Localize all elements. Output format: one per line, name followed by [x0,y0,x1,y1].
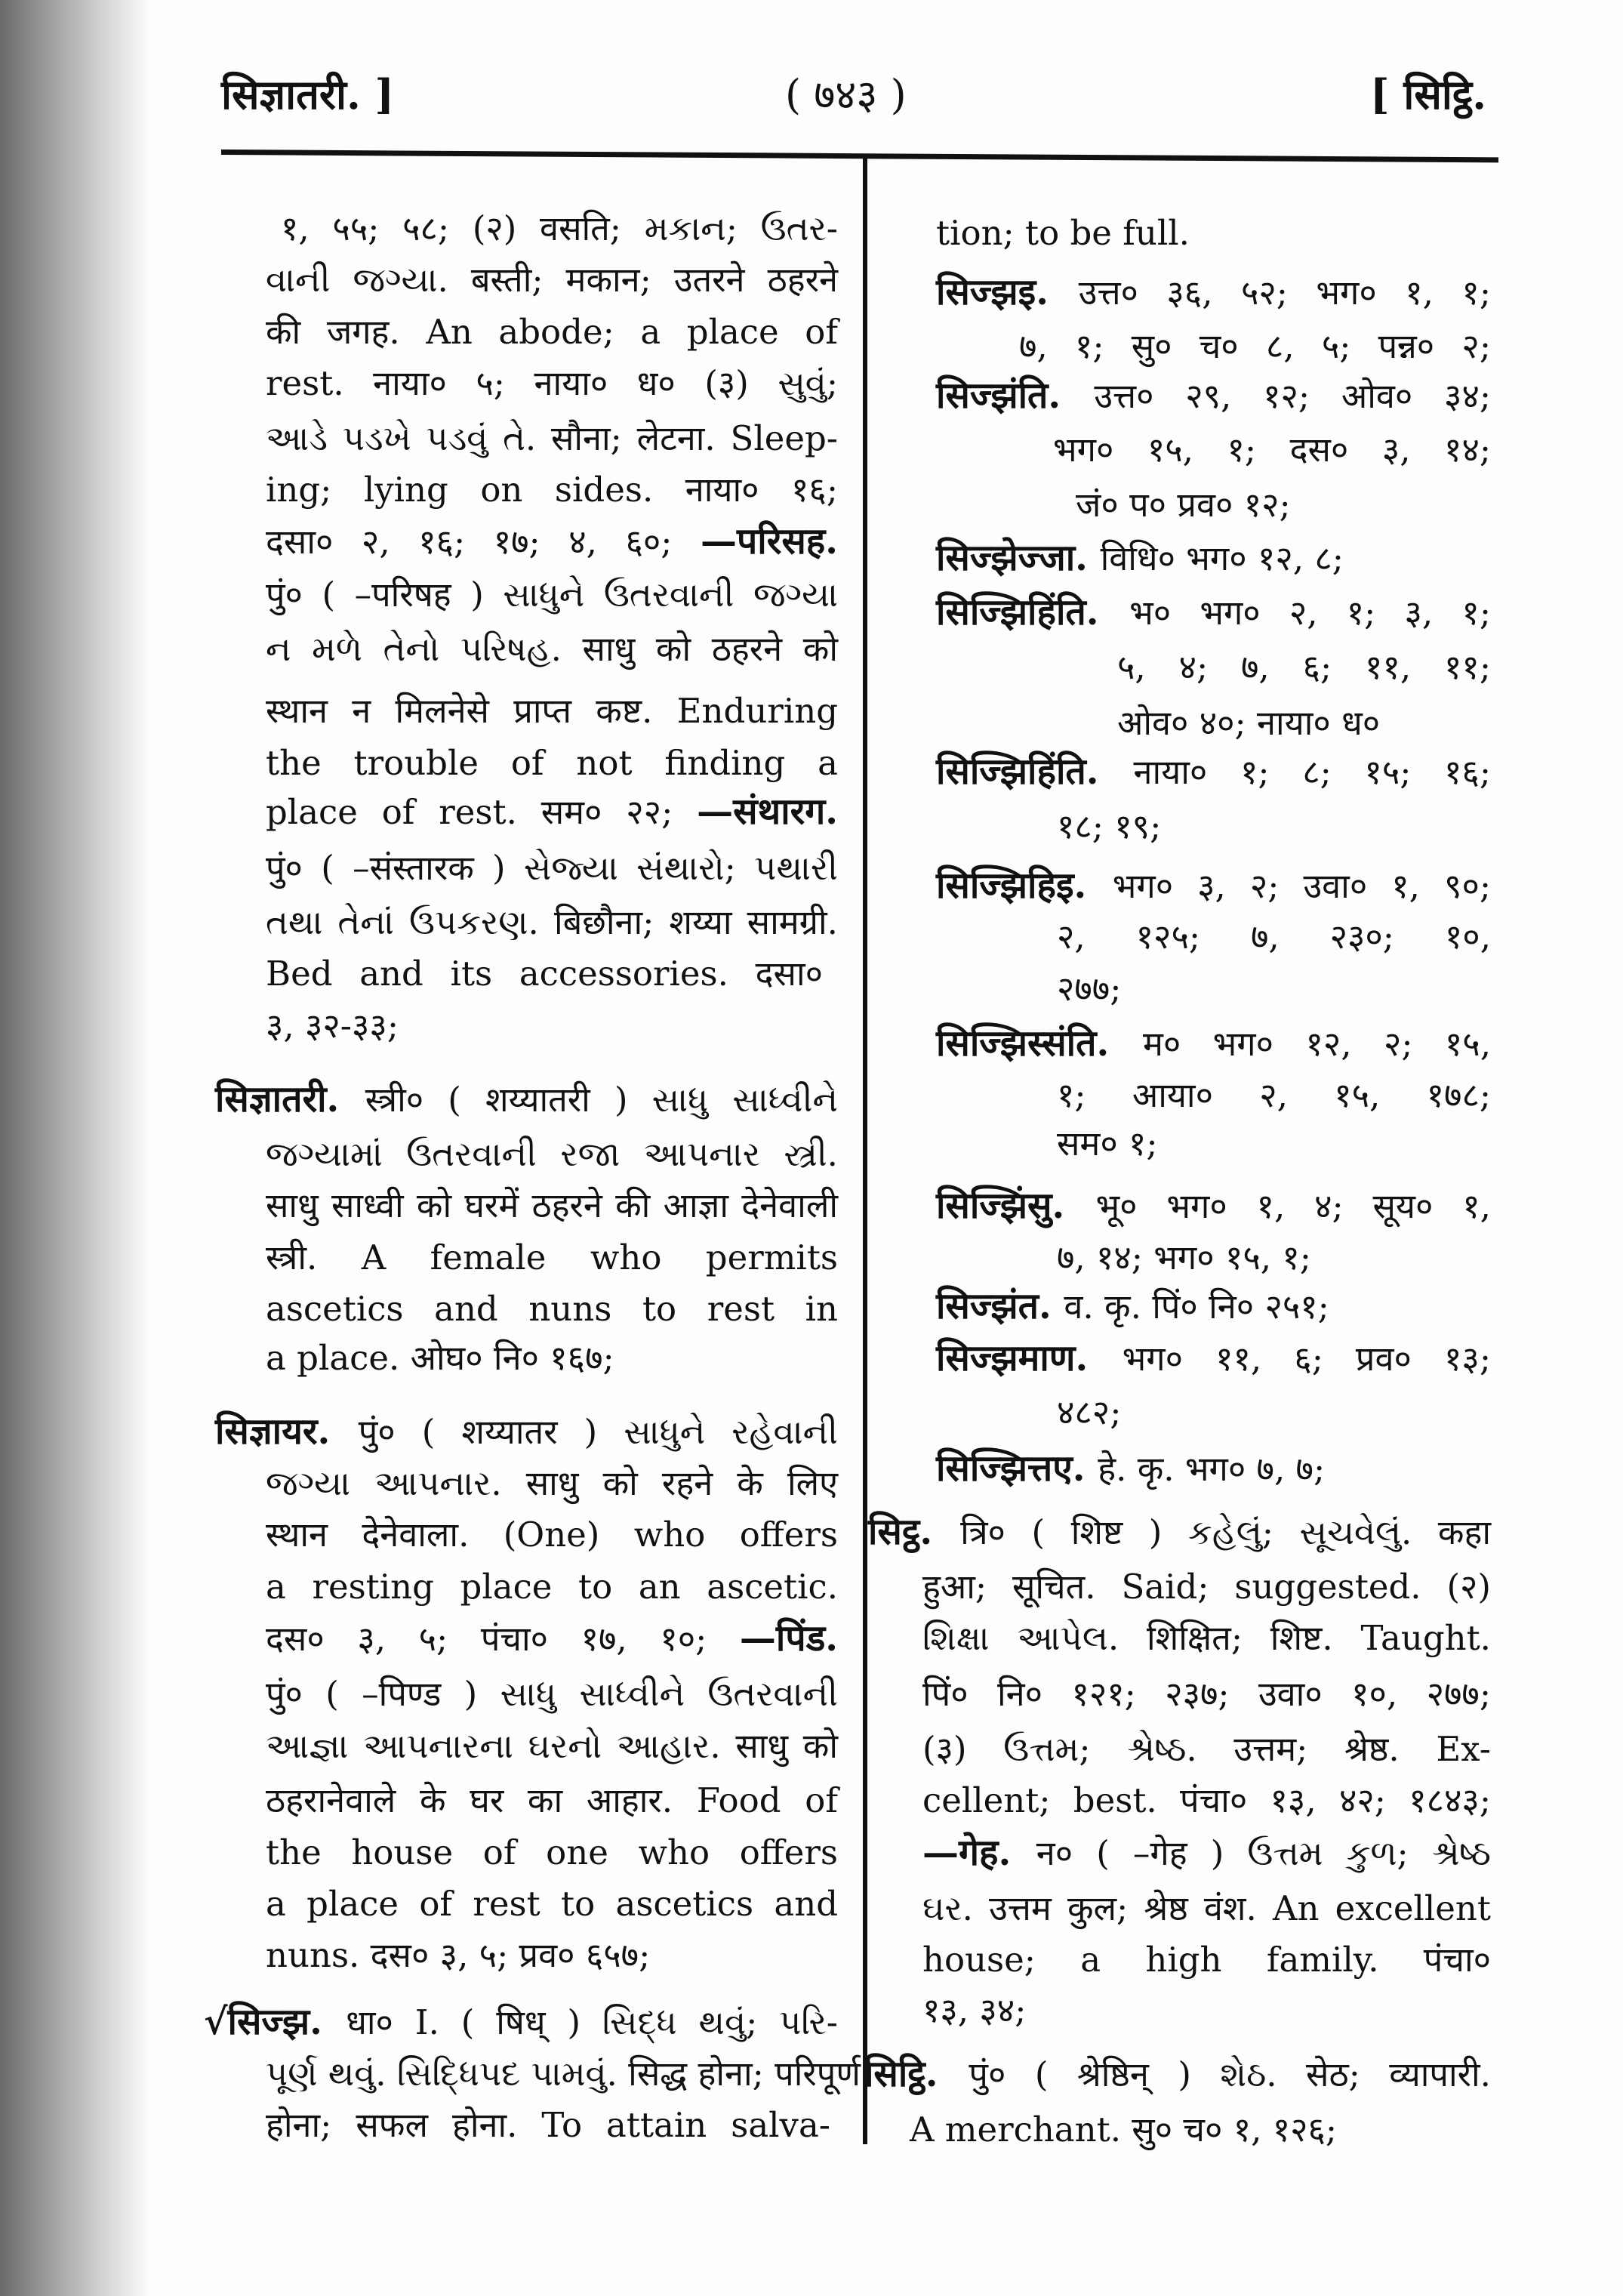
dictionary-line [1053,427,1491,473]
dictionary-line [266,415,838,462]
dictionary-line [1019,323,1491,370]
entry-text: त्रि० ( शिष्ट ) કહેલું; સૂચવેલું. कहा [960,1512,1491,1553]
entry-text: १८; १९; [1057,806,1162,846]
dictionary-line [266,1671,838,1718]
entry-text: A merchant. सु० च० १, १२६; [910,2110,1338,2150]
entry-text: पुं० ( श्रेष्ठिन् ) શેઠ. सेठ; व्यापारी. [969,2054,1491,2094]
dictionary-line [936,535,1344,581]
entry-text: ३, ३२-३३; [266,1005,399,1046]
dictionary-line [266,572,838,618]
entry-text: nuns. दस० ३, ५; प्रव० ६५७; [266,1935,651,1976]
entry-text: भ० भग० २, १; ३, १; [1129,593,1491,633]
entry-text: શિક્ષા આપેલ. शिक्षित; शिष्ट. Taught. [922,1618,1491,1659]
entry-text: ओव० ४०; नाया० ध० [1117,702,1381,743]
dictionary-line [266,309,838,356]
entry-text: विधि० भग० १२, ८; [1100,538,1344,578]
entry-text: म० भग० १२, २; १५, [1142,1024,1491,1065]
headword: —गेह. [922,1831,1036,1874]
dictionary-line [1057,1389,1121,1436]
dictionary-line [266,1286,838,1333]
entry-text: ४८२; [1057,1391,1122,1432]
dictionary-line [266,1829,838,1876]
header-rule [221,149,1498,162]
dictionary-line [266,257,838,304]
entry-text: a place. ओघ० नि० १६७; [266,1337,614,1378]
entry-text: the trouble of not finding a [266,742,838,783]
dictionary-line [266,1003,399,1049]
headword: सिज्झित्तए. [936,1447,1098,1490]
dictionary-line [266,1182,838,1229]
dictionary-line [1057,803,1161,850]
dictionary-line [266,1335,614,1382]
dictionary-line [266,360,838,407]
dictionary-line [1076,482,1291,529]
entry-text: सम० १; [1057,1123,1158,1164]
entry-text: २७७; [1057,968,1122,1009]
sub-headword: —परिसह. [701,520,838,563]
dictionary-line [936,1020,1491,1067]
scan-edge-shadow [0,0,151,2296]
entry-text: જગ્યા આપનાર. साधु को रहने के लिए [266,1462,838,1503]
entry-text: साधु साध्वी को घरमें ठहरने की आज्ञा देनेवाली [266,1185,838,1226]
entry-text: १; आया० २, १५, १७८; [1057,1074,1491,1115]
dictionary-line [266,1777,838,1824]
entry-text: Bed and its accessories. दसा० [266,954,823,994]
page-number: ( ७४३ ) [785,71,907,119]
headword: सिट्ठि. [864,2052,969,2095]
dictionary-line [204,1999,838,2045]
right-guide-word: [ सिट्ठि. [1370,70,1487,119]
entry-text: ascetics and nuns to rest in [266,1289,838,1330]
dictionary-line [936,1283,1329,1330]
dictionary-line [266,2102,830,2149]
dictionary-line [266,1234,838,1281]
dictionary-line [922,1987,1026,2034]
dictionary-line [266,1564,838,1610]
headword: सिट्ठ. [868,1511,961,1554]
entry-text: स्त्री. A female who permits [266,1237,838,1277]
entry-text: दस० ३, ५; पंचा० १७, १०; [266,1619,740,1660]
dictionary-line [922,1885,1491,1932]
entry-text: उत्त० २९, १२; ओव० ३४; [1094,375,1492,416]
entry-text: भू० भग० १, ४; सूय० १, [1095,1186,1491,1227]
entry-text: તથા તેનાં ઉપકરણ. बिछौना; शय्या सामग्री. [266,901,838,942]
headword: सिज्झंति. [936,374,1095,417]
dictionary-line [936,748,1491,795]
entry-text: place of rest. सम० २२; [266,792,698,833]
dictionary-line [1057,1072,1491,1119]
dictionary-line [936,1445,1325,1492]
entry-text: होना; सफल होना. To attain salva- [266,2105,830,2146]
entry-text: हे. कृ. भग० ७, ७; [1098,1449,1326,1490]
entry-text: rest. नाया० ५; नाया० ध० (३) સુવું; [266,363,838,404]
entry-text: house; a high family. पंचा० [922,1940,1491,1980]
entry-text: की जगह. An abode; a place of [266,311,838,352]
entry-text: स्थान देनेवाला. (One) who offers [266,1515,838,1555]
entry-text: न० ( –गेह ) ઉત્તમ કુળ; શ્રેષ્ઠ [1036,1832,1491,1873]
dictionary-line [868,1509,1491,1555]
dictionary-line [1057,966,1121,1012]
entry-text: पुं० ( शय्यातर ) સાધુને રહેવાની [358,1412,838,1453]
entry-text: ઘર. उत्तम कुल; श्रेष्ठ वंश. An excellent [922,1888,1491,1928]
headword: सिज्ञातरी. [215,1078,365,1121]
entry-text: ન મળે તેનો પરિષહ. साधु को ठहरने को [266,629,838,670]
headword: √सिज्झ. [204,2001,346,2044]
entry-text: पिं० नि० १२१; २३७; उवा० १०, २७७; [922,1674,1491,1715]
dictionary-line [936,862,1491,909]
entry-text: १३, ३४; [922,1989,1027,2030]
dictionary-line [922,1615,1491,1662]
headword: सिज्झिहिइ. [936,864,1113,907]
dictionary-line [266,845,838,892]
dictionary-line [1057,914,1491,960]
dictionary-line [215,1408,838,1455]
entry-text: जं० प० प्रव० १२; [1076,484,1291,525]
dictionary-line [936,372,1491,419]
dictionary-line [922,1671,1491,1718]
headword: सिज्झिहिंति. [936,750,1134,794]
entry-text: पुं० ( –परिषह ) સાધુને ઉતરવાની જગ્યા [266,574,838,615]
dictionary-line [922,1726,1491,1773]
dictionary-line [922,1564,1491,1610]
dictionary-line [266,467,838,513]
entry-text: ठहरानेवाले के घर का आहार. Food of [266,1780,838,1821]
dictionary-line [266,1615,838,1662]
dictionary-line [266,1460,838,1507]
dictionary-line [936,269,1491,316]
dictionary-line [936,1182,1491,1229]
entry-text: भग० १५, १; दस० ३, १४; [1053,430,1491,470]
entry-text: a place of rest to ascetics and [266,1883,838,1924]
left-guide-word: सिज्ञातरी. ] [221,70,395,119]
dictionary-line [266,1723,838,1770]
entry-text: १, ५५; ५८; (२) वसति; મકાન; ઉતર- [281,208,838,249]
dictionary-line [266,899,838,946]
entry-text: नाया० १; ८; १५; १६; [1133,752,1491,793]
dictionary-line [266,2051,861,2097]
entry-text: ७, १; सु० च० ८, ५; पन्न० २; [1019,326,1491,367]
headword: सिज्झेज्जा. [936,536,1101,579]
entry-text: भग० ११, ६; प्रव० १३; [1122,1338,1491,1379]
entry-text: tion; to be full. [936,212,1190,253]
entry-text: ५, ४; ७, ६; ११, ११; [1117,646,1491,687]
dictionary-line [922,1937,1491,1983]
dictionary-line [266,1932,650,1979]
dictionary-line [266,626,838,673]
dictionary-line [922,1777,1491,1824]
dictionary-line [1057,1234,1311,1281]
entry-text: a resting place to an ascetic. [266,1566,838,1607]
dictionary-line [266,951,823,997]
dictionary-line [936,1335,1491,1382]
dictionary-line [910,2106,1337,2153]
dictionary-line [266,688,838,735]
entry-text: उत्त० ३६, ५२; भग० १, १; [1078,273,1491,313]
entry-text: स्थान न मिलनेसे प्राप्त कष्ट. Enduring [266,691,838,732]
entry-text: भग० ३, २; उवा० १, ९०; [1112,866,1491,906]
dictionary-line [266,740,838,787]
entry-text: २, १२५; ७, २३०; १०, [1057,917,1491,957]
dictionary-line [266,1131,838,1178]
dictionary-line [266,518,838,565]
entry-text: આજ્ઞા આપનારના ઘરનો આહાર. साधु को [266,1725,838,1766]
entry-text: પૂર્ણ થવું. સિદ્ધિપદ પામવું. सिद्ध होना; परिपूर्ण [266,2053,861,2094]
dictionary-line [936,589,1491,636]
dictionary-line [266,1512,838,1558]
entry-text: पुं० ( –संस्तारक ) સેજ્યા સંથારો; પથારી [266,847,838,888]
entry-text: જગ્યામાં ઉતરવાની રજા આપનાર સ્ત્રી. [266,1133,838,1174]
dictionary-line [936,210,1190,257]
dictionary-line [922,1829,1491,1876]
entry-text: વાની જગ્યા. बस्ती; मकान; उतरने ठहरने [266,260,838,300]
sub-headword: —संथारग. [697,791,838,834]
dictionary-line [1117,644,1491,691]
headword: सिज्झमाण. [936,1336,1123,1379]
entry-text: cellent; best. पंचा० १३, ४२; १८४३; [922,1780,1491,1821]
entry-text: the house of one who offers [266,1832,838,1872]
entry-text: ing; lying on sides. नाया० १६; [266,470,838,510]
headword: सिज्ञायर. [215,1410,359,1453]
dictionary-line [266,788,838,835]
dictionary-line [266,1881,838,1928]
dictionary-line [864,2051,1491,2097]
entry-text: (३) ઉત્તમ; શ્રેષ્ઠ. उत्तम; श्रेष्ठ. Ex- [922,1728,1491,1769]
dictionary-line [281,205,838,252]
headword: सिज्झंत. [936,1285,1064,1328]
entry-text: पुं० ( –पिण्ड ) સાધુ સાધ્વીને ઉતરવાની [266,1674,838,1715]
headword: सिज्झिस्संति. [936,1022,1143,1065]
headword: सिज्झिहिंति. [936,591,1130,634]
entry-text: આડે પડખે પડવું તે. सौना; लेटना. Sleep- [266,418,838,458]
entry-text: स्त्री० ( शय्यातरी ) સાધુ સાધ્વીને [365,1080,838,1120]
entry-text: व. कृ. पिं० नि० २५१; [1064,1287,1329,1327]
dictionary-line [215,1076,838,1123]
entry-text: दसा० २, १६; १७; ४, ६०; [266,522,701,562]
entry-text: हुआ; सूचित. Said; suggested. (२) [922,1566,1491,1607]
dictionary-line [1117,700,1380,747]
headword: सिज्झिंसु. [936,1185,1096,1228]
entry-text: ७, १४; भग० १५, १; [1057,1237,1311,1277]
headword: सिज्झइ. [936,271,1079,314]
entry-text: धा० I. ( षिध् ) સિદ્ધ થવું; પરિ- [346,2002,838,2043]
sub-headword: —पिंड. [739,1617,838,1660]
column-divider [863,159,867,2144]
dictionary-line [1057,1120,1158,1167]
